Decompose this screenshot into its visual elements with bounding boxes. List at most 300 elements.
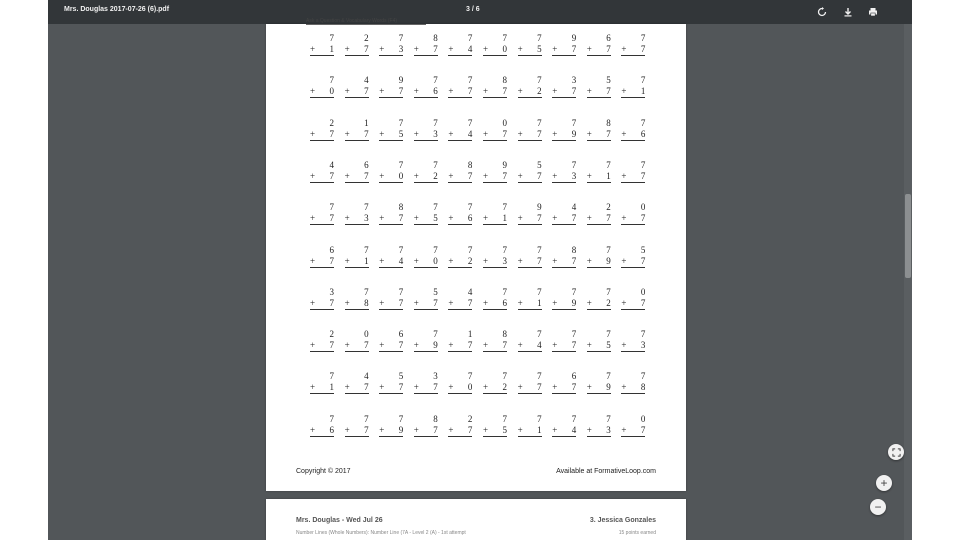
plus-sign: + (586, 297, 592, 308)
zoom-in-button[interactable]: + (876, 475, 892, 491)
addend-top: 6 (398, 329, 404, 340)
addend-top: 7 (467, 202, 473, 213)
addition-problem (621, 329, 645, 352)
plus-sign: + (448, 44, 454, 54)
addend-top: 2 (329, 329, 334, 340)
addend-top: 7 (398, 159, 404, 170)
plus-sign: + (448, 255, 454, 266)
addition-problem (379, 371, 403, 394)
plus-sign: + (310, 297, 316, 308)
addend-top: 5 (606, 75, 611, 86)
addition-problem (379, 202, 403, 225)
addend-top: 8 (433, 33, 438, 43)
plus-sign: + (621, 340, 627, 351)
plus-sign: + (483, 128, 489, 139)
plus-sign: + (621, 44, 627, 54)
pdf-page-3 (266, 18, 686, 491)
addend-bottom: 0 (379, 171, 403, 183)
addition-problem (518, 245, 542, 268)
addend-bottom: 7 (310, 213, 334, 225)
addition-problem (483, 371, 507, 394)
addend-top: 3 (433, 371, 438, 382)
addition-problem (310, 287, 334, 310)
addend-bottom: 7 (483, 171, 507, 183)
addend-top: 7 (606, 329, 611, 340)
addend-top: 7 (329, 75, 334, 86)
addition-problem (621, 160, 645, 183)
addition-problem (621, 287, 645, 310)
plus-sign: + (517, 297, 523, 308)
addition-problem (414, 202, 438, 225)
plus-sign: + (310, 382, 316, 393)
addition-problem (483, 160, 507, 183)
addition-problem (518, 75, 542, 98)
addition-problem (448, 287, 472, 310)
addition-problem (552, 414, 576, 437)
plus-sign: + (344, 424, 350, 435)
addend-bottom: 2 (483, 382, 507, 394)
addend-top: 7 (571, 413, 577, 424)
plus-sign: + (586, 128, 592, 139)
addend-bottom: 7 (345, 86, 369, 98)
addend-top: 7 (571, 286, 577, 297)
addend-top: 7 (640, 33, 646, 43)
addend-bottom: 7 (345, 340, 369, 352)
addition-problem (448, 202, 472, 225)
addend-bottom: 2 (414, 171, 438, 183)
addition-problem (414, 160, 438, 183)
plus-sign: + (310, 255, 316, 266)
addend-bottom: 7 (483, 86, 507, 98)
addend-top: 7 (398, 33, 404, 43)
addition-problem (587, 75, 611, 98)
plus-sign: + (413, 340, 419, 351)
addition-problem (518, 33, 542, 56)
addend-top: 7 (571, 329, 577, 340)
print-icon[interactable] (865, 4, 881, 20)
plus-sign: + (413, 382, 419, 393)
plus-sign: + (344, 340, 350, 351)
addition-problem (621, 118, 645, 141)
addition-problem (518, 118, 542, 141)
zoom-out-button[interactable]: − (870, 499, 886, 515)
plus-sign: + (344, 255, 350, 266)
plus-sign: + (344, 382, 350, 393)
plus-sign: + (413, 255, 419, 266)
addition-problem (345, 371, 369, 394)
plus-sign: + (483, 297, 489, 308)
addition-problem (587, 329, 611, 352)
plus-sign: + (448, 340, 454, 351)
addition-problem (379, 75, 403, 98)
plus-sign: + (586, 213, 592, 224)
addend-bottom: 7 (518, 171, 542, 183)
addition-problem (621, 202, 645, 225)
addend-top: 7 (433, 75, 438, 86)
addend-top: 7 (640, 159, 646, 170)
addend-top: 4 (571, 202, 577, 213)
addition-problem (414, 75, 438, 98)
addend-bottom: 7 (345, 44, 369, 56)
addend-top: 2 (329, 117, 334, 128)
addend-top: 7 (329, 202, 334, 213)
plus-sign: + (483, 424, 489, 435)
addend-top: 7 (329, 413, 334, 424)
addend-bottom: 7 (414, 44, 438, 56)
addend-bottom: 7 (310, 171, 334, 183)
plus-sign: + (552, 255, 558, 266)
addend-bottom: 2 (448, 256, 472, 268)
addend-bottom: 1 (587, 171, 611, 183)
addition-problem (448, 160, 472, 183)
next-page-assignment: Number Lines (Whole Numbers): Number Line (7A - Level 2 (A) - 1st attempt (296, 530, 466, 536)
source-text: Available at FormativeLoop.com (556, 468, 656, 475)
addend-top: 0 (640, 286, 646, 297)
addend-bottom: 7 (310, 129, 334, 141)
addition-problem (310, 202, 334, 225)
addition-problem (621, 371, 645, 394)
plus-sign: + (310, 170, 316, 181)
addend-bottom: 7 (552, 86, 576, 98)
addition-problem (448, 75, 472, 98)
addend-top: 7 (433, 244, 438, 255)
addend-top: 7 (537, 75, 542, 86)
addend-bottom: 7 (379, 382, 403, 394)
addend-bottom: 4 (552, 425, 576, 437)
plus-sign: + (413, 86, 419, 97)
addend-bottom: 8 (345, 298, 369, 310)
addend-bottom: 0 (414, 256, 438, 268)
addend-top: 0 (640, 413, 646, 424)
addition-problem (621, 75, 645, 98)
addition-problem (345, 202, 369, 225)
addend-bottom: 7 (518, 256, 542, 268)
addition-problem (414, 245, 438, 268)
plus-sign: + (483, 44, 489, 54)
addend-top: 7 (502, 413, 507, 424)
addend-top: 4 (364, 75, 369, 86)
addend-bottom: 7 (621, 256, 645, 268)
addend-top: 7 (467, 33, 473, 43)
addend-top: 7 (433, 329, 438, 340)
addend-bottom: 1 (483, 213, 507, 225)
plus-sign: + (586, 255, 592, 266)
plus-sign: + (552, 424, 558, 435)
plus-sign: + (552, 340, 558, 351)
addend-bottom: 7 (518, 213, 542, 225)
addition-problem (310, 75, 334, 98)
plus-sign: + (379, 213, 385, 224)
addend-bottom: 3 (379, 44, 403, 56)
rotate-icon[interactable] (814, 4, 830, 20)
addition-problem (587, 160, 611, 183)
addend-top: 7 (433, 117, 438, 128)
pdf-page-4 (266, 499, 686, 540)
fit-page-icon[interactable] (888, 444, 904, 460)
addition-problem (448, 371, 472, 394)
addend-top: 7 (606, 413, 611, 424)
addition-problem (552, 245, 576, 268)
addend-bottom: 7 (448, 86, 472, 98)
addend-top: 7 (640, 75, 646, 86)
toolbar (48, 0, 912, 24)
addend-bottom: 7 (414, 425, 438, 437)
addend-bottom: 9 (379, 425, 403, 437)
addition-problem (483, 245, 507, 268)
addition-problem (587, 371, 611, 394)
scrollbar[interactable] (904, 24, 912, 540)
plus-sign: + (448, 297, 454, 308)
addition-problem (483, 33, 507, 56)
addend-bottom: 7 (587, 129, 611, 141)
addition-problem (621, 33, 645, 56)
addend-top: 7 (606, 159, 611, 170)
addend-bottom: 1 (621, 86, 645, 98)
addition-problem (448, 245, 472, 268)
addend-top: 6 (329, 244, 334, 255)
plus-sign: + (448, 170, 454, 181)
addend-top: 5 (433, 286, 438, 297)
addend-bottom: 7 (310, 298, 334, 310)
addition-problem (518, 160, 542, 183)
plus-sign: + (586, 382, 592, 393)
addend-top: 7 (433, 159, 438, 170)
plus-sign: + (552, 44, 558, 54)
addition-problem (345, 33, 369, 56)
addend-bottom: 7 (448, 340, 472, 352)
addition-problem (552, 160, 576, 183)
addend-bottom: 0 (448, 382, 472, 394)
addition-problem (587, 202, 611, 225)
addend-bottom: 7 (552, 213, 576, 225)
addend-bottom: 7 (552, 382, 576, 394)
addend-bottom: 3 (414, 129, 438, 141)
plus-sign: + (413, 170, 419, 181)
addend-bottom: 3 (552, 171, 576, 183)
plus-sign: + (448, 424, 454, 435)
addition-problem (310, 118, 334, 141)
addition-problem (310, 414, 334, 437)
addition-problem (345, 329, 369, 352)
plus-sign: + (552, 382, 558, 393)
plus-sign: + (413, 128, 419, 139)
addition-problem (518, 414, 542, 437)
addition-problem (587, 414, 611, 437)
plus-sign: + (344, 44, 350, 54)
plus-sign: + (310, 128, 316, 139)
addend-top: 0 (364, 329, 369, 340)
addend-top: 7 (398, 413, 404, 424)
addend-top: 7 (467, 117, 473, 128)
addend-bottom: 6 (483, 298, 507, 310)
addition-problem (552, 118, 576, 141)
addend-bottom: 5 (587, 340, 611, 352)
plus-sign: + (448, 128, 454, 139)
plus-sign: + (379, 255, 385, 266)
addition-problem (518, 329, 542, 352)
addend-bottom: 0 (310, 86, 334, 98)
addend-bottom: 5 (379, 129, 403, 141)
plus-sign: + (621, 213, 627, 224)
addend-bottom: 7 (552, 44, 576, 56)
addition-problem (448, 414, 472, 437)
addend-top: 8 (433, 413, 438, 424)
addend-top: 9 (502, 159, 507, 170)
plus-sign: + (517, 382, 523, 393)
addend-top: 7 (467, 75, 473, 86)
addition-problem (414, 287, 438, 310)
plus-sign: + (621, 297, 627, 308)
plus-sign: + (310, 44, 316, 54)
addition-problem (552, 33, 576, 56)
addend-top: 7 (640, 329, 646, 340)
addition-problem (552, 287, 576, 310)
addend-bottom: 6 (448, 213, 472, 225)
addend-top: 5 (640, 244, 646, 255)
addend-bottom: 7 (379, 340, 403, 352)
addition-problem (448, 118, 472, 141)
plus-sign: + (379, 170, 385, 181)
addend-bottom: 7 (483, 129, 507, 141)
plus-sign: + (379, 44, 385, 54)
addend-top: 7 (537, 117, 542, 128)
plus-sign: + (413, 44, 419, 54)
addend-bottom: 4 (448, 44, 472, 56)
addend-bottom: 7 (448, 425, 472, 437)
plus-sign: + (621, 128, 627, 139)
addend-top: 7 (571, 159, 577, 170)
addend-bottom: 7 (345, 382, 369, 394)
addition-problem (310, 329, 334, 352)
plus-sign: + (552, 128, 558, 139)
addend-top: 7 (364, 202, 369, 213)
addend-top: 8 (467, 159, 473, 170)
addition-problem (414, 33, 438, 56)
next-page-teacher: Mrs. Douglas - Wed Jul 26 (296, 517, 383, 524)
addition-problem (587, 245, 611, 268)
plus-sign: + (344, 86, 350, 97)
addend-bottom: 7 (310, 256, 334, 268)
plus-sign: + (621, 255, 627, 266)
plus-sign: + (344, 128, 350, 139)
next-page-student: 3. Jessica Gonzales (589, 517, 656, 524)
addend-top: 6 (606, 33, 611, 43)
addition-problem (414, 329, 438, 352)
addend-bottom: 1 (310, 44, 334, 56)
addition-problem (414, 118, 438, 141)
addition-problem (345, 414, 369, 437)
addend-bottom: 7 (621, 44, 645, 56)
addend-bottom: 7 (448, 298, 472, 310)
addend-bottom: 3 (483, 256, 507, 268)
addition-problem (552, 371, 576, 394)
plus-sign: + (586, 44, 592, 54)
scrollbar-thumb[interactable] (905, 194, 911, 278)
addition-problem (345, 160, 369, 183)
addend-top: 8 (502, 75, 507, 86)
addend-bottom: 9 (587, 382, 611, 394)
addition-problem (552, 329, 576, 352)
plus-sign: + (310, 424, 316, 435)
addend-bottom: 0 (483, 44, 507, 56)
plus-sign: + (483, 255, 489, 266)
plus-sign: + (586, 86, 592, 97)
addend-bottom: 7 (518, 382, 542, 394)
plus-sign: + (517, 128, 523, 139)
addend-bottom: 7 (483, 340, 507, 352)
addend-top: 6 (364, 159, 369, 170)
pdf-viewer (48, 0, 912, 540)
addition-problem (345, 287, 369, 310)
addition-problem (414, 371, 438, 394)
plus-sign: + (413, 213, 419, 224)
addition-problem (448, 329, 472, 352)
addition-problem (379, 118, 403, 141)
addend-top: 7 (537, 413, 542, 424)
plus-sign: + (379, 424, 385, 435)
addend-bottom: 7 (552, 340, 576, 352)
addend-bottom: 6 (310, 425, 334, 437)
plus-sign: + (517, 170, 523, 181)
addition-problem (587, 33, 611, 56)
addend-bottom: 1 (310, 382, 334, 394)
addend-top: 7 (537, 33, 542, 43)
addend-bottom: 4 (518, 340, 542, 352)
addend-bottom: 7 (587, 44, 611, 56)
addition-problem (448, 33, 472, 56)
addend-bottom: 7 (621, 298, 645, 310)
plus-sign: + (517, 424, 523, 435)
addend-top: 7 (398, 286, 404, 297)
plus-sign: + (517, 86, 523, 97)
addend-top: 9 (537, 202, 542, 213)
addend-bottom: 7 (621, 425, 645, 437)
plus-sign: + (310, 86, 316, 97)
plus-sign: + (517, 255, 523, 266)
addend-bottom: 1 (518, 298, 542, 310)
addend-top: 7 (606, 371, 611, 382)
addend-bottom: 7 (414, 382, 438, 394)
addend-top: 7 (606, 286, 611, 297)
addition-problem (587, 287, 611, 310)
plus-sign: + (586, 170, 592, 181)
addend-top: 7 (467, 244, 473, 255)
addend-bottom: 1 (345, 256, 369, 268)
copyright-text: Copyright © 2017 (296, 468, 351, 475)
addend-top: 2 (467, 413, 473, 424)
addition-problem (483, 414, 507, 437)
addend-top: 7 (640, 117, 646, 128)
addition-problem (518, 371, 542, 394)
addend-bottom: 8 (621, 382, 645, 394)
addend-bottom: 5 (414, 213, 438, 225)
addend-top: 4 (329, 159, 334, 170)
addend-top: 7 (398, 244, 404, 255)
addend-bottom: 2 (587, 298, 611, 310)
download-icon[interactable] (840, 4, 856, 20)
page-indicator[interactable]: 3 / 6 (466, 6, 480, 13)
addend-top: 8 (571, 244, 577, 255)
plus-sign: + (517, 340, 523, 351)
addend-bottom: 7 (518, 129, 542, 141)
plus-sign: + (586, 424, 592, 435)
addend-bottom: 7 (448, 171, 472, 183)
addend-bottom: 7 (379, 86, 403, 98)
addend-top: 7 (364, 286, 369, 297)
addend-bottom: 6 (414, 86, 438, 98)
addition-problem (379, 33, 403, 56)
addend-top: 7 (502, 244, 507, 255)
